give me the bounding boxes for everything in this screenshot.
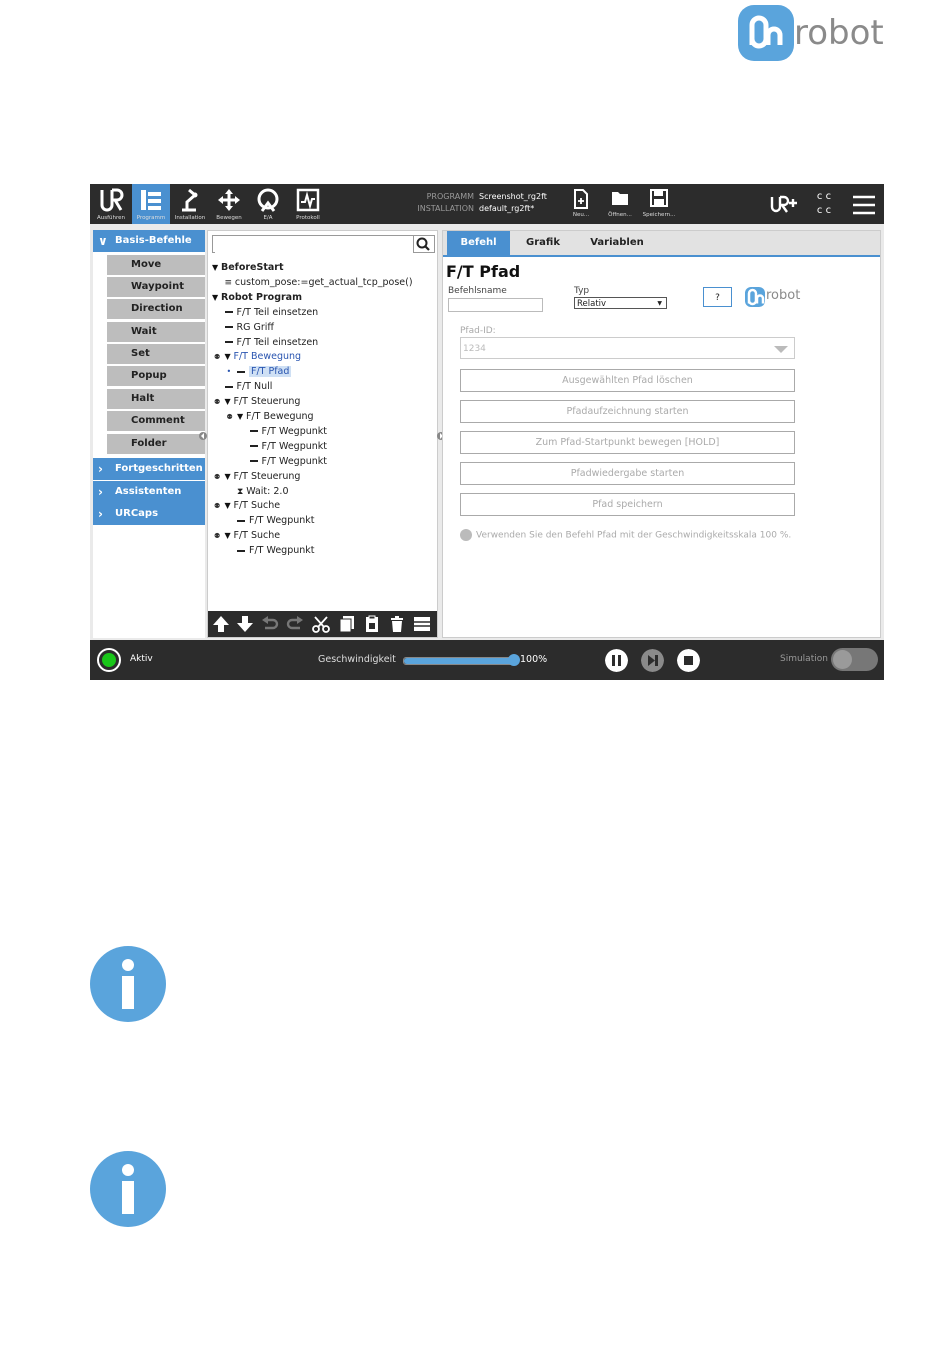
speed-note-text: Verwenden Sie den Befehl Pfad mit der Geschwindigkeitsskala 100 %. xyxy=(476,530,792,541)
command-name-label: Befehlsname xyxy=(448,286,507,296)
tree-node[interactable] xyxy=(225,380,273,394)
tab-run-label: Ausführen xyxy=(96,215,126,221)
onrobot-logo-mark xyxy=(738,5,794,61)
assignment-icon: ≡ xyxy=(224,277,235,288)
tree-node-label: F/T Pfad xyxy=(251,366,290,378)
tree-node[interactable] xyxy=(225,336,319,350)
tree-node-label: F/T Wegpunkt xyxy=(249,545,315,557)
dropdown-arrow-icon: ▼ xyxy=(657,300,662,307)
open-folder-icon xyxy=(611,190,629,206)
category-basic[interactable] xyxy=(93,230,205,252)
tree-node-label: F/T Steuerung xyxy=(233,470,301,482)
robot-arm-icon xyxy=(177,187,203,213)
tree-node[interactable] xyxy=(212,261,284,275)
path-id-select[interactable] xyxy=(460,337,795,359)
command-sidebar xyxy=(93,230,205,638)
tree-node-label: Wait: 2.0 xyxy=(246,485,289,497)
hourglass-icon: ⧗ xyxy=(237,486,247,497)
breakpoint-pin-icon[interactable]: ⚉ xyxy=(214,472,221,481)
program-tree-panel xyxy=(207,230,438,638)
tab-command[interactable]: Befehl xyxy=(447,231,510,255)
collapse-left-handle[interactable] xyxy=(199,427,207,439)
paste-icon[interactable] xyxy=(363,615,381,633)
onrobot-inline-logo xyxy=(745,287,805,309)
onrobot-inline-logo-mark xyxy=(745,287,765,307)
speed-slider-fill xyxy=(404,658,514,664)
simulation-label: Simulation xyxy=(780,654,828,664)
command-comment[interactable]: Comment xyxy=(107,411,205,431)
save-button[interactable] xyxy=(642,188,676,222)
category-basic-label: Basis-Befehle xyxy=(115,235,192,246)
command-bar-icon xyxy=(225,326,233,328)
breakpoint-pin-icon[interactable]: ⚉ xyxy=(214,398,221,407)
simulation-toggle[interactable] xyxy=(831,648,878,671)
expand-triangle-icon[interactable]: ▼ xyxy=(224,471,231,481)
command-move[interactable]: Move xyxy=(107,255,205,275)
command-bar-icon xyxy=(237,550,245,552)
onrobot-logo-text: robot xyxy=(794,13,884,53)
tree-node[interactable] xyxy=(250,455,328,469)
onrobot-inline-logo-text: robot xyxy=(766,288,801,303)
tree-node[interactable] xyxy=(237,544,315,558)
start-playback-button[interactable]: Pfadwiedergabe starten xyxy=(460,462,795,485)
program-info-labels xyxy=(408,191,474,215)
chevron-right-icon: › xyxy=(98,484,103,499)
category-advanced-label: Fortgeschritten xyxy=(115,463,203,475)
tab-program-label: Programm xyxy=(136,215,166,221)
chevron-right-icon: › xyxy=(98,507,103,522)
installation-label: INSTALLATION xyxy=(417,204,474,213)
installation-name: default_rg2ft* xyxy=(479,204,535,213)
speed-note xyxy=(460,529,791,541)
program-label: PROGRAMM xyxy=(426,192,474,201)
command-direction[interactable]: Direction xyxy=(107,299,205,319)
tree-node-label: F/T Wegpunkt xyxy=(261,455,327,467)
tree-node[interactable] xyxy=(225,321,274,335)
command-bar-icon xyxy=(225,341,233,343)
expand-triangle-icon[interactable]: ▼ xyxy=(224,352,231,362)
command-waypoint[interactable]: Waypoint xyxy=(107,277,205,297)
cut-icon[interactable] xyxy=(312,615,330,633)
command-bar-icon xyxy=(250,445,258,447)
speed-slider[interactable] xyxy=(403,657,515,665)
chevron-right-icon: › xyxy=(98,462,103,477)
dropdown-arrow-icon xyxy=(774,346,788,353)
tree-search xyxy=(212,235,435,253)
tree-node[interactable] xyxy=(226,410,314,424)
log-chart-icon xyxy=(295,187,321,213)
tab-variables[interactable]: Variablen xyxy=(590,237,644,248)
tree-search-input[interactable] xyxy=(215,237,413,253)
redo-icon[interactable] xyxy=(286,615,304,633)
tree-node-label: F/T Steuerung xyxy=(233,396,301,408)
tab-program[interactable] xyxy=(132,184,170,224)
tree-node-label: F/T Wegpunkt xyxy=(261,425,327,437)
tree-node-label: F/T Teil einsetzen xyxy=(236,306,319,318)
open-button[interactable] xyxy=(603,188,637,222)
panel-tabs xyxy=(443,231,880,257)
tab-move-label: Bewegen xyxy=(216,215,242,221)
tree-node-label: BeforeStart xyxy=(221,262,284,273)
tree-node-label: custom_pose:=get_actual_tcp_pose() xyxy=(234,276,413,288)
tree-node-label: F/T Bewegung xyxy=(246,411,314,422)
category-advanced[interactable] xyxy=(93,458,205,480)
tree-toolbar xyxy=(208,611,437,637)
category-urcaps[interactable] xyxy=(93,503,205,525)
ur-logo-icon xyxy=(98,187,124,213)
tree-node[interactable] xyxy=(250,440,328,454)
breakpoint-pin-icon[interactable]: ⚉ xyxy=(214,532,221,541)
command-name-input[interactable] xyxy=(448,298,543,312)
command-set[interactable]: Set xyxy=(107,344,205,364)
tree-node[interactable] xyxy=(214,470,301,484)
status-indicator[interactable] xyxy=(97,648,121,672)
top-bar xyxy=(90,184,884,224)
category-wizards-label: Assistenten xyxy=(115,485,182,497)
command-bar-icon xyxy=(250,460,258,462)
undo-icon[interactable] xyxy=(261,615,279,633)
tree-node[interactable] xyxy=(237,485,289,499)
speed-label: Geschwindigkeit xyxy=(318,654,396,665)
command-panel xyxy=(442,230,881,638)
expand-triangle-icon[interactable]: ▼ xyxy=(212,292,219,302)
path-id-value: 1234 xyxy=(463,344,486,354)
program-name: Screenshot_rg2ft xyxy=(479,192,547,201)
move-down-icon[interactable] xyxy=(236,615,254,633)
tab-io[interactable] xyxy=(249,184,287,224)
tree-node[interactable] xyxy=(225,306,319,320)
type-label: Typ xyxy=(574,286,590,296)
tree-node-label: F/T Bewegung xyxy=(233,351,302,363)
breakpoint-pin-icon[interactable]: ⚉ xyxy=(214,353,221,362)
tree-node-label: F/T Suche xyxy=(233,500,281,512)
delete-icon[interactable] xyxy=(388,615,406,633)
command-bar-icon xyxy=(250,430,258,432)
polyscope-screen xyxy=(90,184,884,680)
tab-run[interactable] xyxy=(92,184,130,224)
type-select-value: Relativ xyxy=(577,299,607,309)
tree-node[interactable] xyxy=(212,291,302,305)
cc-icon[interactable] xyxy=(810,190,838,220)
tree-node-label: Robot Program xyxy=(221,291,302,303)
tree-node[interactable] xyxy=(214,529,281,543)
info-icon xyxy=(90,1151,166,1227)
status-light xyxy=(102,653,116,667)
program-info-values xyxy=(479,191,547,215)
tree-node-label: F/T Wegpunkt xyxy=(261,440,327,452)
move-arrows-icon xyxy=(216,187,242,213)
tree-node[interactable] xyxy=(214,350,302,364)
tree-node[interactable] xyxy=(225,276,413,290)
expand-triangle-icon[interactable]: ▼ xyxy=(212,263,219,272)
tree-node-label: F/T Wegpunkt xyxy=(249,515,315,527)
copy-icon[interactable] xyxy=(338,615,356,633)
new-file-icon xyxy=(573,189,589,209)
start-recording-button[interactable]: Pfadaufzeichnung starten xyxy=(460,400,795,423)
expand-triangle-icon[interactable]: ▼ xyxy=(224,531,231,541)
category-urcaps-label: URCaps xyxy=(115,508,159,520)
command-popup[interactable]: Popup xyxy=(107,366,205,386)
save-icon xyxy=(650,189,668,207)
tab-move[interactable] xyxy=(210,184,248,224)
command-bar-icon xyxy=(225,311,233,313)
tab-log-label: Protokoll xyxy=(296,215,320,221)
tree-node-label: RG Griff xyxy=(236,321,274,333)
new-button-label: Neu... xyxy=(572,212,590,218)
search-icon xyxy=(414,236,432,252)
tab-installation-label: Installation xyxy=(174,215,206,221)
tab-installation[interactable] xyxy=(171,184,209,224)
expand-triangle-icon[interactable]: ▼ xyxy=(237,412,244,421)
new-button[interactable] xyxy=(564,188,598,222)
step-icon[interactable] xyxy=(641,649,664,672)
io-icon xyxy=(255,187,281,213)
save-button-label: Speichern... xyxy=(642,212,676,218)
speed-value: 100% xyxy=(520,654,548,665)
urcap-plus-icon[interactable] xyxy=(770,194,798,214)
breakpoint-pin-icon[interactable]: ⚉ xyxy=(214,502,221,511)
tab-io-label: E/A xyxy=(263,215,273,221)
tree-node[interactable] xyxy=(214,499,281,513)
info-icon xyxy=(90,946,166,1022)
tree-node[interactable] xyxy=(250,425,328,439)
command-bar-icon xyxy=(237,371,245,373)
category-wizards[interactable] xyxy=(93,481,205,503)
bottom-bar xyxy=(90,640,884,680)
command-title: F/T Pfad xyxy=(446,262,521,281)
command-folder[interactable]: Folder xyxy=(107,434,205,454)
breakpoint-pin-icon[interactable]: ⚉ xyxy=(226,413,233,421)
path-id-label: Pfad-ID: xyxy=(460,326,496,336)
tree-node-label: F/T Suche xyxy=(233,530,281,542)
tree-node-label: F/T Teil einsetzen xyxy=(236,336,319,348)
command-bar-icon xyxy=(225,386,233,388)
delete-path-button[interactable]: Ausgewählten Pfad löschen xyxy=(460,369,795,392)
stop-icon[interactable] xyxy=(677,649,700,672)
tab-log[interactable] xyxy=(289,184,327,224)
command-wait[interactable]: Wait xyxy=(107,322,205,342)
info-dot-icon xyxy=(460,529,472,541)
tree-node[interactable] xyxy=(237,514,315,528)
tree-node[interactable] xyxy=(226,365,291,379)
command-list xyxy=(93,253,205,459)
tree-node[interactable] xyxy=(214,395,301,409)
command-bar-icon xyxy=(237,520,245,522)
command-halt[interactable]: Halt xyxy=(107,389,205,409)
onrobot-logo xyxy=(738,5,884,63)
move-up-icon[interactable] xyxy=(212,615,230,633)
chevron-down-icon: ∨ xyxy=(98,234,108,248)
expand-triangle-icon[interactable]: ▼ xyxy=(224,501,231,511)
help-button[interactable]: ? xyxy=(703,287,732,307)
type-select[interactable] xyxy=(574,297,667,309)
save-path-button[interactable]: Pfad speichern xyxy=(460,493,795,516)
simulation-toggle-knob xyxy=(833,650,852,669)
speed-slider-handle[interactable] xyxy=(508,654,520,666)
suppress-icon[interactable] xyxy=(413,615,431,633)
move-to-start-button[interactable]: Zum Pfad-Startpunkt bewegen [HOLD] xyxy=(460,431,795,454)
cc-text-top: c c xyxy=(816,191,832,202)
pause-icon[interactable] xyxy=(605,649,628,672)
tree-node-label: F/T Null xyxy=(236,381,273,393)
tab-graphics[interactable]: Grafik xyxy=(526,237,560,248)
current-node-marker-icon: • xyxy=(226,367,232,377)
search-button[interactable] xyxy=(413,236,434,252)
expand-triangle-icon[interactable]: ▼ xyxy=(224,397,231,407)
cc-text-bottom: c c xyxy=(816,205,832,216)
open-button-label: Öffnen... xyxy=(608,212,632,218)
program-tree-icon xyxy=(138,187,164,213)
status-text: Aktiv xyxy=(130,654,153,664)
menu-icon[interactable] xyxy=(852,195,876,215)
